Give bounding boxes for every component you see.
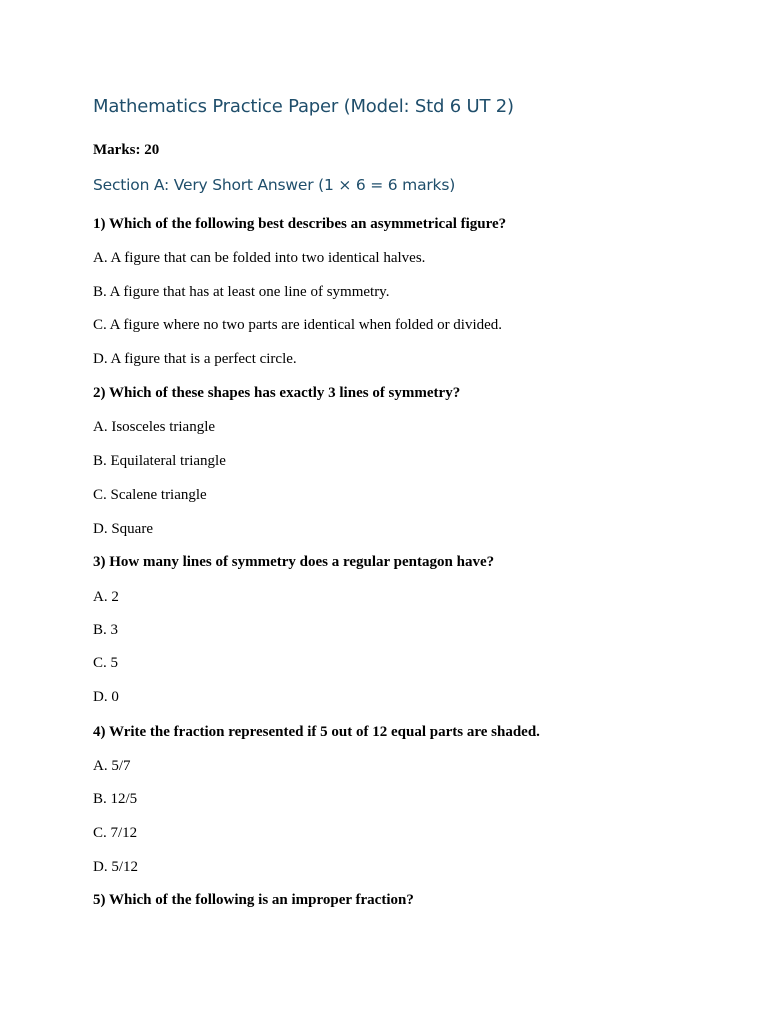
question-2-option-b: B. Equilateral triangle [93, 453, 226, 469]
question-3: 3) How many lines of symmetry does a regular pentagon have? [93, 554, 495, 570]
question-4-option-d: D. 5/12 [93, 859, 138, 875]
question-3-option-d: D. 0 [93, 689, 119, 705]
question-4-option-c: C. 7/12 [93, 825, 138, 841]
question-1-option-d: D. A figure that is a perfect circle. [93, 351, 297, 367]
question-4: 4) Write the fraction represented if 5 out of 12 equal parts are shaded. [93, 724, 540, 740]
question-2-option-a: A. Isosceles triangle [93, 419, 216, 435]
question-2-option-d: D. Square [93, 521, 153, 537]
question-5: 5) Which of the following is an improper fraction? [93, 892, 414, 908]
question-1-option-c: C. A figure where no two parts are identical when folded or divided. [93, 317, 503, 333]
question-2: 2) Which of these shapes has exactly 3 lines of symmetry? [93, 385, 461, 401]
question-3-option-c: C. 5 [93, 655, 119, 671]
section-heading: Section A: Very Short Answer (1 × 6 = 6 marks) [93, 176, 456, 194]
question-1-option-b: B. A figure that has at least one line of symmetry. [93, 284, 390, 300]
marks-label: Marks: 20 [93, 142, 160, 158]
question-3-option-a: A. 2 [93, 589, 119, 605]
question-4-option-a: A. 5/7 [93, 758, 131, 774]
question-1: 1) Which of the following best describes an asymmetrical figure? [93, 216, 507, 232]
question-1-option-a: A. A figure that can be folded into two identical halves. [93, 250, 426, 266]
page-title: Mathematics Practice Paper (Model: Std 6 UT 2) [93, 96, 514, 117]
question-4-option-b: B. 12/5 [93, 791, 138, 807]
question-2-option-c: C. Scalene triangle [93, 487, 207, 503]
question-3-option-b: B. 3 [93, 622, 119, 638]
